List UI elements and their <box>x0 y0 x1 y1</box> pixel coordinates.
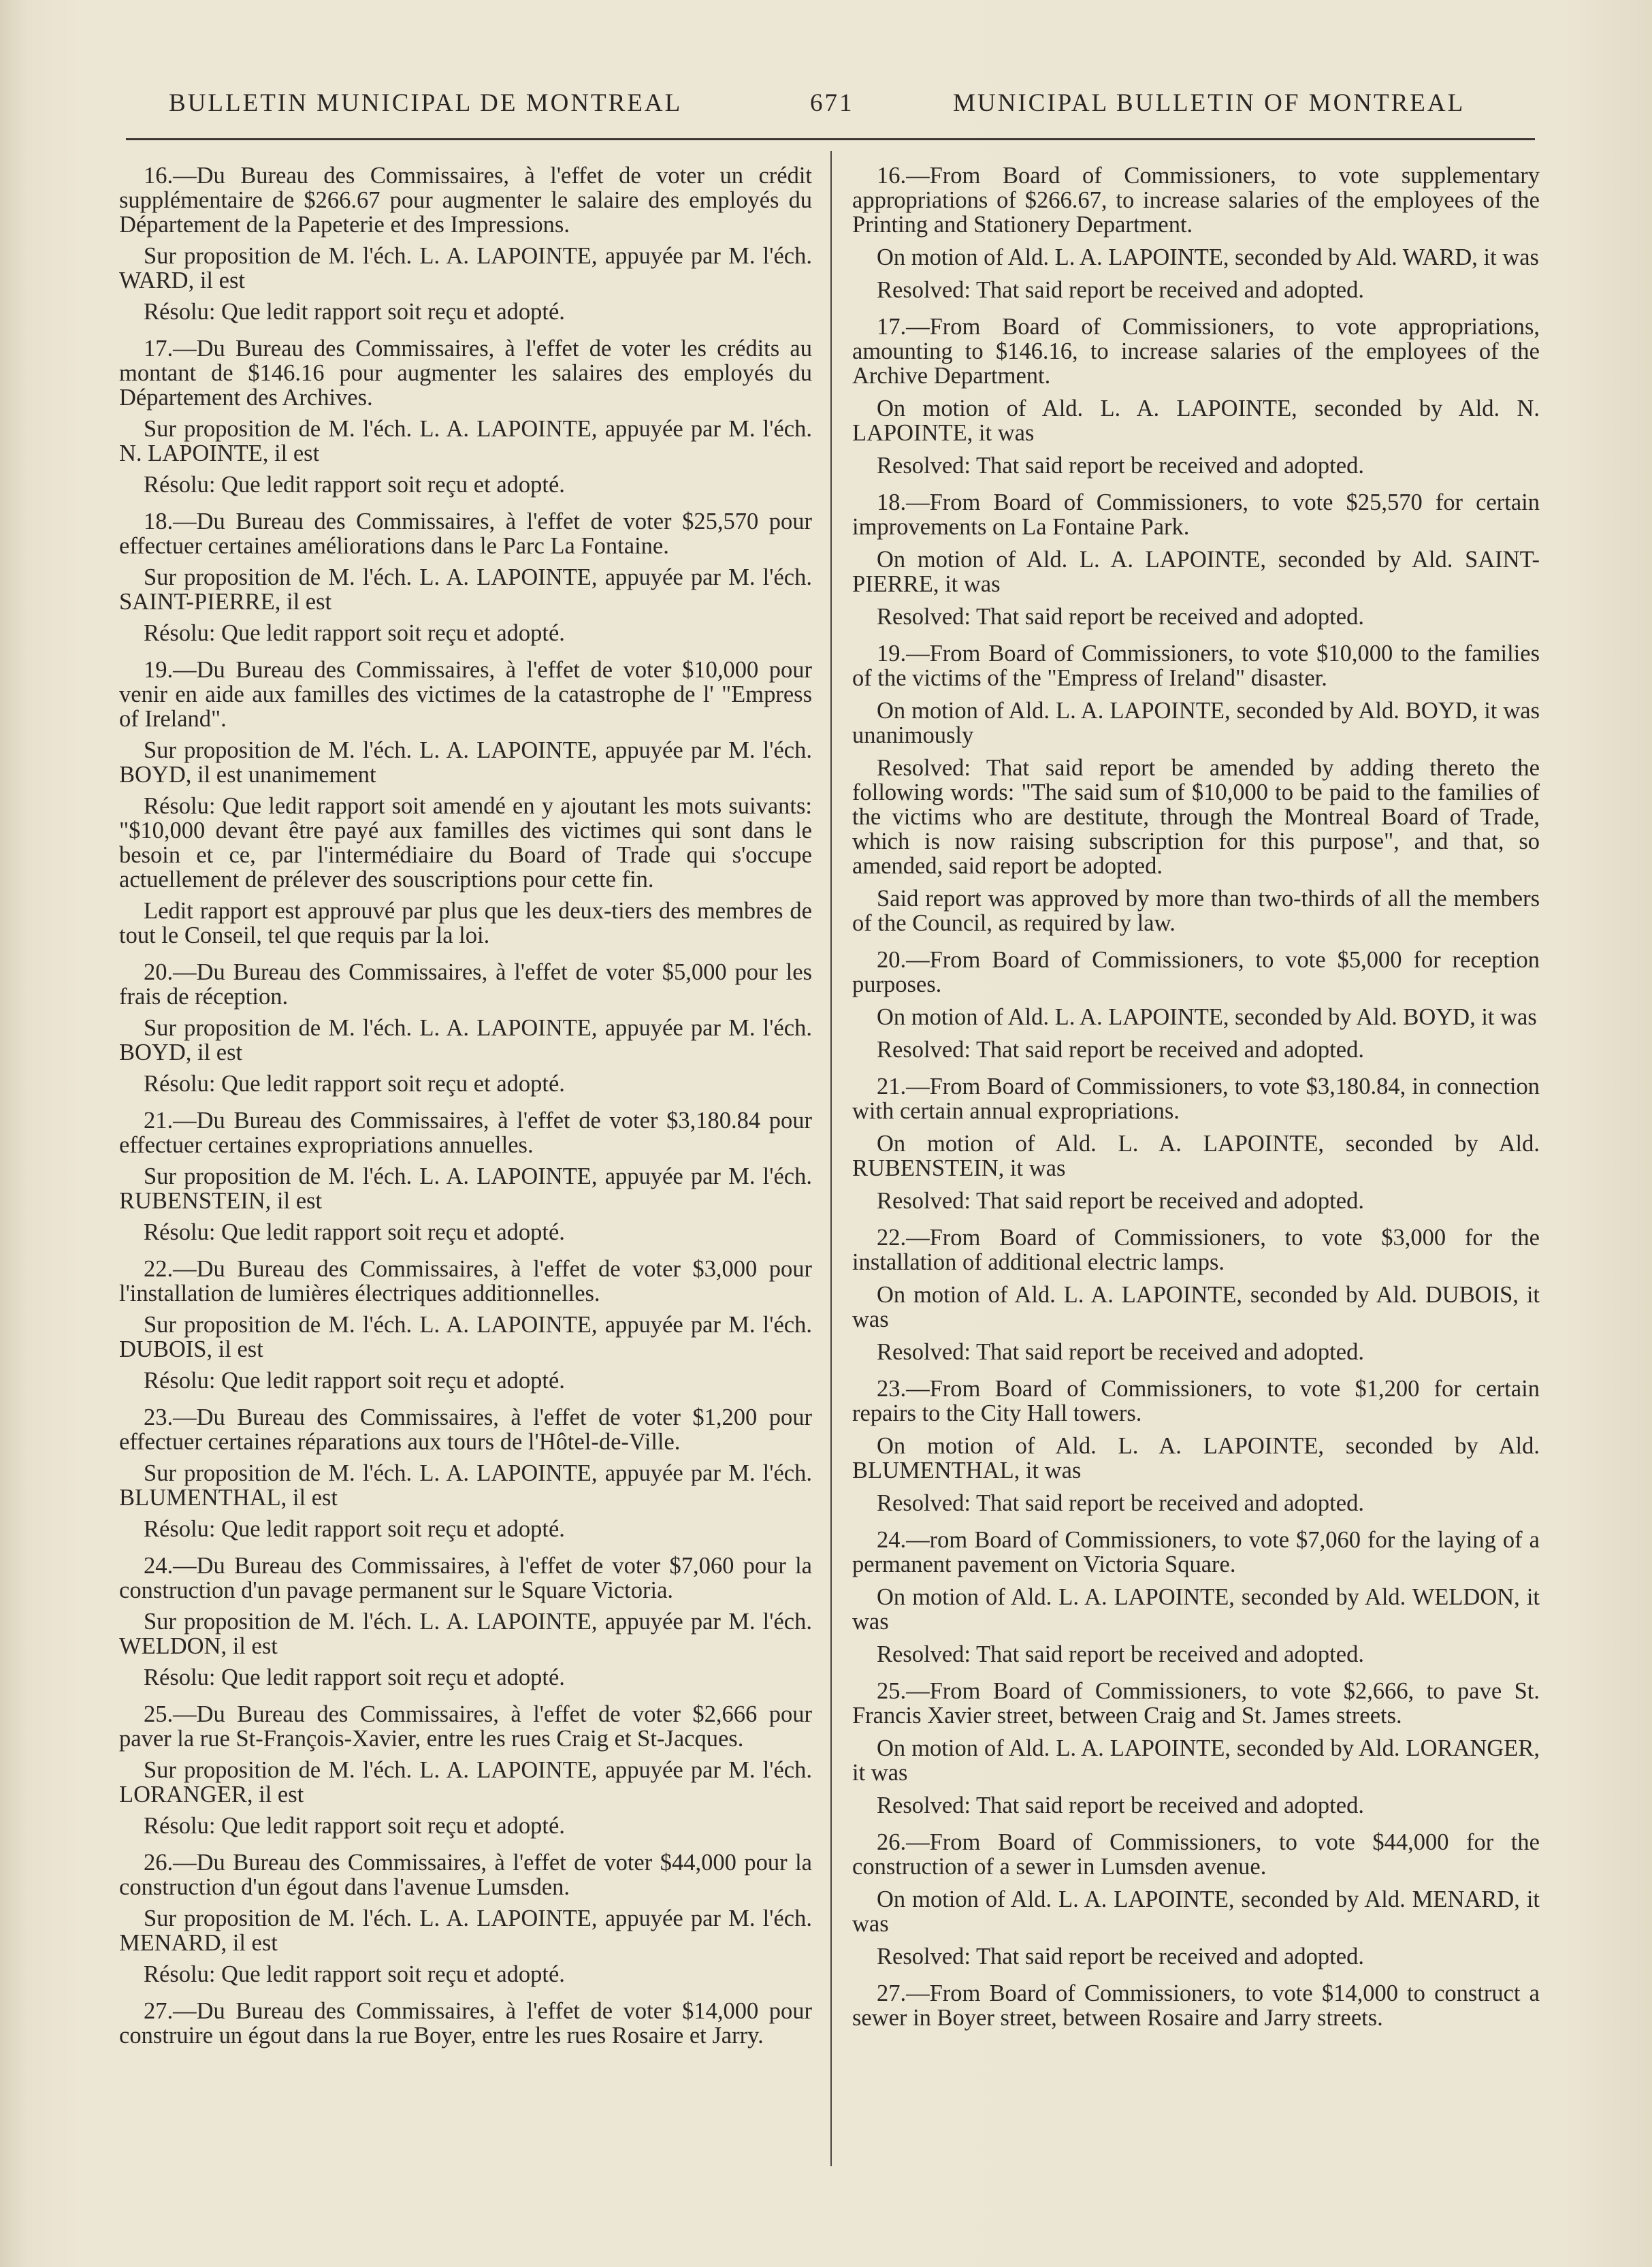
fr-resolution: Résolu: Que ledit rapport soit reçu et adopté. <box>144 1961 565 1987</box>
en-item-26: 26.—From Board of Commissioners, to vote $44,000 for the construction of a sewer in Lumsden avenue. <box>852 1829 1540 1880</box>
en-resolution: Resolved: That said report be received and adopted. <box>877 1490 1364 1516</box>
fr-approval-note: Ledit rapport est approuvé par plus que les deux-tiers des membres de tout le Conseil, tel que requis par la loi. <box>119 898 812 948</box>
fr-resolution: Résolu: Que ledit rapport soit reçu et adopté. <box>144 1665 565 1690</box>
fr-resolution: Résolu: Que ledit rapport soit reçu et adopté. <box>144 1368 565 1394</box>
en-item-25: 25.—From Board of Commissioners, to vote $2,666, to pave St. Francis Xavier street, between Craig and St. James streets. <box>852 1678 1540 1729</box>
fr-resolution: Résolu: Que ledit rapport soit amendé en y ajoutant les mots suivants: "$10,000 devant être payé aux familles des victimes qui sont dans le besoin et ce, par l'intermédiaire du Board of Trade qui s'occupe actuellement de prélever des souscriptions pour cette fin. <box>119 793 812 893</box>
fr-resolution: Résolu: Que ledit rapport soit reçu et adopté. <box>144 620 565 646</box>
fr-resolution: Résolu: Que ledit rapport soit reçu et adopté. <box>144 1071 565 1097</box>
en-resolution: Resolved: That said report be received and adopted. <box>877 277 1364 303</box>
fr-motion: Sur proposition de M. l'éch. L. A. LAPOINTE, appuyée par M. l'éch. WARD, il est <box>119 243 812 293</box>
fr-item-22: 22.—Du Bureau des Commissaires, à l'effet de voter $3,000 pour l'installation de lumières électriques additionnelles. <box>119 1256 812 1306</box>
fr-item-26: 26.—Du Bureau des Commissaires, à l'effet de voter $44,000 pour la construction d'un égout dans l'avenue Lumsden. <box>119 1850 812 1900</box>
fr-motion: Sur proposition de M. l'éch. L. A. LAPOINTE, appuyée par M. l'éch. BOYD, il est <box>119 1015 812 1065</box>
en-resolution: Resolved: That said report be received and adopted. <box>877 1339 1364 1365</box>
en-resolution: Resolved: That said report be received and adopted. <box>877 453 1364 479</box>
en-resolution: Resolved: That said report be received and adopted. <box>877 1188 1364 1214</box>
fr-motion: Sur proposition de M. l'éch. L. A. LAPOINTE, appuyée par M. l'éch. MENARD, il est <box>119 1906 812 1956</box>
en-item-22: 22.—From Board of Commissioners, to vote $3,000 for the installation of additional electric lamps. <box>852 1225 1540 1275</box>
en-motion: On motion of Ald. L. A. LAPOINTE, seconded by Ald. SAINT-PIERRE, it was <box>852 547 1540 597</box>
fr-item-16: 16.—Du Bureau des Commissaires, à l'effet de voter un crédit supplémentaire de $266.67 pour augmenter le salaire des employés du Département de la Papeterie et des Impressions. <box>119 163 812 238</box>
en-resolution: Resolved: That said report be received and adopted. <box>877 1641 1364 1667</box>
en-item-27: 27.—From Board of Commissioners, to vote $14,000 to construct a sewer in Boyer street, between Rosaire and Jarry streets. <box>852 1980 1540 2031</box>
fr-item-23: 23.—Du Bureau des Commissaires, à l'effet de voter $1,200 pour effectuer certaines réparations aux tours de l'Hôtel-de-Ville. <box>119 1404 812 1455</box>
fr-item-21: 21.—Du Bureau des Commissaires, à l'effet de voter $3,180.84 pour effectuer certaines expropriations annuelles. <box>119 1108 812 1158</box>
fr-motion: Sur proposition de M. l'éch. L. A. LAPOINTE, appuyée par M. l'éch. LORANGER, il est <box>119 1757 812 1807</box>
en-item-23: 23.—From Board of Commissioners, to vote $1,200 for certain repairs to the City Hall towers. <box>852 1376 1540 1426</box>
en-item-18: 18.—From Board of Commissioners, to vote $25,570 for certain improvements on La Fontaine Park. <box>852 489 1540 540</box>
en-motion: On motion of Ald. L. A. LAPOINTE, seconded by Ald. RUBENSTEIN, it was <box>852 1131 1540 1181</box>
en-resolution: Resolved: That said report be received and adopted. <box>877 1944 1364 1969</box>
fr-resolution: Résolu: Que ledit rapport soit reçu et adopté. <box>144 1813 565 1839</box>
english-column <box>852 163 1540 2038</box>
en-motion: On motion of Ald. L. A. LAPOINTE, seconded by Ald. BOYD, it was unanimously <box>852 698 1540 748</box>
fr-item-17: 17.—Du Bureau des Commissaires, à l'effet de voter les crédits au montant de $146.16 pour augmenter les salaires des employés du Département des Archives. <box>119 336 812 411</box>
fr-item-24: 24.—Du Bureau des Commissaires, à l'effet de voter $7,060 pour la construction d'un pavage permanent sur le Square Victoria. <box>119 1553 812 1603</box>
fr-resolution: Résolu: Que ledit rapport soit reçu et adopté. <box>144 1219 565 1245</box>
french-column <box>119 163 812 2055</box>
fr-motion: Sur proposition de M. l'éch. L. A. LAPOINTE, appuyée par M. l'éch. SAINT-PIERRE, il est <box>119 564 812 615</box>
fr-resolution: Résolu: Que ledit rapport soit reçu et adopté. <box>144 1516 565 1542</box>
en-item-20: 20.—From Board of Commissioners, to vote $5,000 for reception purposes. <box>852 947 1540 997</box>
fr-motion: Sur proposition de M. l'éch. L. A. LAPOINTE, appuyée par M. l'éch. N. LAPOINTE, il est <box>119 416 812 466</box>
fr-item-27: 27.—Du Bureau des Commissaires, à l'effet de voter $14,000 pour construire un égout dans la rue Boyer, entre les rues Rosaire et Jarry. <box>119 1998 812 2048</box>
page-header <box>163 83 1497 124</box>
en-item-19: 19.—From Board of Commissioners, to vote $10,000 to the families of the victims of the "Empress of Ireland" disaster. <box>852 641 1540 691</box>
en-item-21: 21.—From Board of Commissioners, to vote $3,180.84, in connection with certain annual expropriations. <box>852 1074 1540 1124</box>
page-number: 671 <box>810 89 854 117</box>
en-approval-note: Said report was approved by more than two-thirds of all the members of the Council, as required by law. <box>852 886 1540 936</box>
en-item-16: 16.—From Board of Commissioners, to vote supplementary appropriations of $266.67, to increase salaries of the employees of the Printing and Stationery Department. <box>852 163 1540 238</box>
en-motion: On motion of Ald. L. A. LAPOINTE, seconded by Ald. WARD, it was <box>877 244 1539 270</box>
en-motion: On motion of Ald. L. A. LAPOINTE, seconded by Ald. DUBOIS, it was <box>852 1282 1540 1332</box>
en-resolution: Resolved: That said report be received and adopted. <box>877 1037 1364 1063</box>
en-motion: On motion of Ald. L. A. LAPOINTE, seconded by Ald. BLUMENTHAL, it was <box>852 1433 1540 1483</box>
en-resolution: Resolved: That said report be amended by adding thereto the following words: "The said sum of $10,000 to be paid to the families of the victims who are destitute, through the Montreal Board of Trade, which is now raising subscription for this purpose", and that, so amended, said report be adopted. <box>852 755 1540 879</box>
fr-item-19: 19.—Du Bureau des Commissaires, à l'effet de voter $10,000 pour venir en aide aux familles des victimes de la catastrophe de l' "Empress of Ireland". <box>119 657 812 732</box>
en-resolution: Resolved: That said report be received and adopted. <box>877 1792 1364 1818</box>
en-item-17: 17.—From Board of Commissioners, to vote appropriations, amounting to $146.16, to increase salaries of the employees of the Archive Department. <box>852 314 1540 389</box>
fr-motion: Sur proposition de M. l'éch. L. A. LAPOINTE, appuyée par M. l'éch. BLUMENTHAL, il est <box>119 1460 812 1511</box>
fr-item-20: 20.—Du Bureau des Commissaires, à l'effet de voter $5,000 pour les frais de réception. <box>119 959 812 1010</box>
fr-item-25: 25.—Du Bureau des Commissaires, à l'effet de voter $2,666 pour paver la rue St-François-Xavier, entre les rues Craig et St-Jacques. <box>119 1701 812 1752</box>
en-motion: On motion of Ald. L. A. LAPOINTE, seconded by Ald. WELDON, it was <box>852 1584 1540 1635</box>
fr-item-18: 18.—Du Bureau des Commissaires, à l'effet de voter $25,570 pour effectuer certaines améliorations dans le Parc La Fontaine. <box>119 509 812 559</box>
en-motion: On motion of Ald. L. A. LAPOINTE, seconded by Ald. BOYD, it was <box>877 1004 1537 1030</box>
fr-motion: Sur proposition de M. l'éch. L. A. LAPOINTE, appuyée par M. l'éch. BOYD, il est unanimement <box>119 737 812 788</box>
en-motion: On motion of Ald. L. A. LAPOINTE, seconded by Ald. N. LAPOINTE, it was <box>852 396 1540 446</box>
fr-resolution: Résolu: Que ledit rapport soit reçu et adopté. <box>144 472 565 498</box>
en-motion: On motion of Ald. L. A. LAPOINTE, seconded by Ald. LORANGER, it was <box>852 1735 1540 1786</box>
header-rule <box>126 138 1535 140</box>
header-english-title: MUNICIPAL BULLETIN OF MONTREAL <box>953 89 1465 117</box>
fr-resolution: Résolu: Que ledit rapport soit reçu et adopté. <box>144 299 565 325</box>
en-item-24: 24.—rom Board of Commissioners, to vote $7,060 for the laying of a permanent pavement on Victoria Square. <box>852 1527 1540 1577</box>
fr-motion: Sur proposition de M. l'éch. L. A. LAPOINTE, appuyée par M. l'éch. RUBENSTEIN, il est <box>119 1163 812 1214</box>
en-motion: On motion of Ald. L. A. LAPOINTE, seconded by Ald. MENARD, it was <box>852 1886 1540 1937</box>
en-resolution: Resolved: That said report be received and adopted. <box>877 604 1364 630</box>
column-divider <box>830 151 832 2166</box>
fr-motion: Sur proposition de M. l'éch. L. A. LAPOINTE, appuyée par M. l'éch. WELDON, il est <box>119 1609 812 1659</box>
header-french-title: BULLETIN MUNICIPAL DE MONTREAL <box>169 89 683 117</box>
fr-motion: Sur proposition de M. l'éch. L. A. LAPOINTE, appuyée par M. l'éch. DUBOIS, il est <box>119 1312 812 1362</box>
